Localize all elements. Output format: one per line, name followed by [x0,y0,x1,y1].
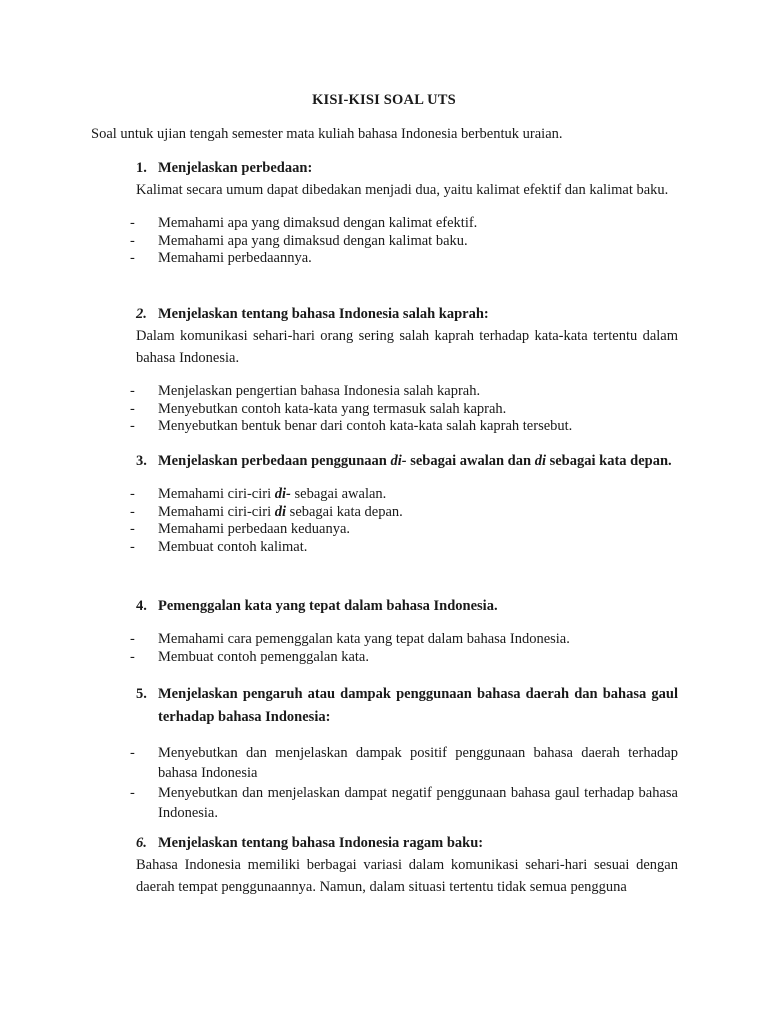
list-item: - Menyebutkan bentuk benar dari contoh kata-kata salah kaprah tersebut. [130,418,573,434]
section-number: 5. [136,686,147,702]
list-item: - Menyebutkan dan menjelaskan dampak positif penggunaan bahasa daerah terhadap bahasa Indonesia [130,745,678,781]
section-2 [130,304,678,436]
list-item: - Memahami cara pemenggalan kata yang tepat dalam bahasa Indonesia. [130,631,570,647]
section-5 [130,683,678,823]
bullet-list [130,486,678,556]
intro-text: Soal untuk ujian tengah semester mata kuliah bahasa Indonesia berbentuk uraian. [91,126,563,142]
list-item: - Menyebutkan dan menjelaskan dampat negatif penggunaan bahasa gaul terhadap bahasa Indonesia. [130,785,678,821]
section-4 [130,596,678,666]
list-item: - Memahami apa yang dimaksud dengan kalimat baku. [130,232,468,249]
section-number: 3. [136,453,147,469]
section-heading [136,304,678,325]
section-description: Bahasa Indonesia memiliki berbagai variasi dalam komunikasi sehari-hari sesuai dengan daerah tempat penggunaannya. Namun, dalam situasi tertentu tidak semua pengguna [136,857,678,895]
list-item: - Menjelaskan pengertian bahasa Indonesia salah kaprah. [130,383,481,399]
section-heading [136,158,678,179]
section-description: Dalam komunikasi sehari-hari orang sering salah kaprah terhadap kata-kata tertentu dalam bahasa Indonesia. [136,328,678,366]
section-heading-text: Menjelaskan pengaruh atau dampak penggunaan bahasa daerah dan bahasa gaul terhadap bahasa Indonesia: [158,686,678,725]
section-heading [136,596,678,617]
section-number: 2. [136,306,147,322]
section-number: 1. [136,160,147,176]
section-heading [136,683,678,729]
bullet-list [130,743,678,823]
bullet-list [130,631,678,666]
bullet-list [130,215,678,268]
list-item: - Memahami ciri-ciri di- sebagai awalan. [130,486,387,502]
section-heading-text: Pemenggalan kata yang tepat dalam bahasa Indonesia. [158,598,498,614]
section-number: 6. [136,835,147,851]
section-heading-text: Menjelaskan perbedaan penggunaan di- sebagai awalan dan di sebagai kata depan. [158,453,672,469]
section-heading-text: Menjelaskan perbedaan: [158,160,313,176]
list-item: - Memahami ciri-ciri di sebagai kata depan. [130,503,403,520]
list-item: - Memahami apa yang dimaksud dengan kalimat efektif. [130,215,478,231]
section-description: Kalimat secara umum dapat dibedakan menjadi dua, yaitu kalimat efektif dan kalimat baku. [136,182,669,198]
section-heading [136,833,678,854]
document-title: KISI-KISI SOAL UTS [312,92,456,108]
list-item: - Memahami perbedaannya. [130,250,312,266]
section-heading-text: Menjelaskan tentang bahasa Indonesia ragam baku: [158,835,484,851]
section-heading-text: Menjelaskan tentang bahasa Indonesia salah kaprah: [158,306,489,322]
bullet-list [130,383,678,436]
section-number: 4. [136,598,147,614]
list-item: - Membuat contoh pemenggalan kata. [130,648,369,665]
section-heading [136,450,678,473]
list-item: - Memahami perbedaan keduanya. [130,521,351,537]
list-item: - Menyebutkan contoh kata-kata yang termasuk salah kaprah. [130,400,507,417]
section-1 [130,158,678,268]
list-item: - Membuat contoh kalimat. [130,538,308,555]
section-3 [130,450,678,556]
section-6 [136,833,678,898]
